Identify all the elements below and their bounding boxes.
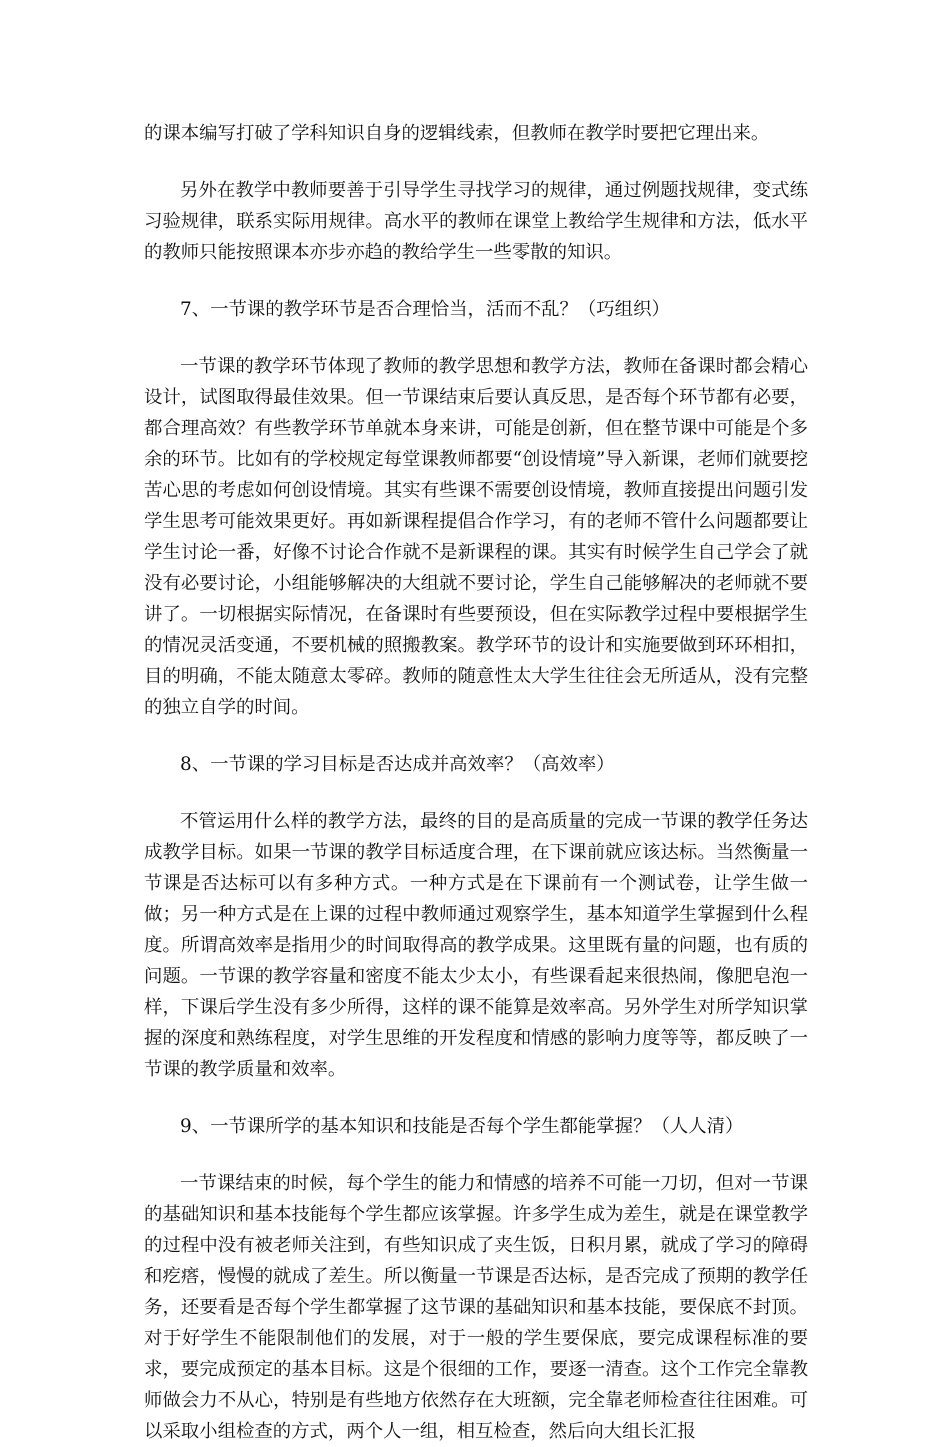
paragraph-gap [144,325,808,351]
paragraph-gap [144,780,808,806]
paragraph-section-8: 不管运用什么样的教学方法，最终的目的是高质量的完成一节课的教学任务达成教学目标。如果一节课的教学目标适度合理，在下课前就应该达标。当然衡量一节课是否达标可以有多种方式。一种方式是在下课前有一个测试卷，让学生做一做；另一种方式是在上课的过程中教师通过观察学生，基本知道学生掌握到什么程度。所谓高效率是指用少的时间取得高的教学成果。这里既有量的问题，也有质的问题。一节课的教学容量和密度不能太少太小，有些课看起来很热闹，像肥皂泡一样，下课后学生没有多少所得，这样的课不能算是效率高。另外学生对所学知识掌握的深度和熟练程度，对学生思维的开发程度和情感的影响力度等等，都反映了一节课的教学质量和效率。 [144,811,808,1080]
section-heading-9: 9、一节课所学的基本知识和技能是否每个学生都能掌握？（人人清） [180,1116,744,1137]
paragraph-section-7: 一节课的教学环节体现了教师的教学思想和教学方法，教师在备课时都会精心设计，试图取得最佳效果。但一节课结束后要认真反思，是否每个环节都有必要，都合理高效？有些教学环节单就本身来讲，可能是创新，但在整节课中可能是个多余的环节。比如有的学校规定每堂课教师都要“创设情境”导入新课，老师们就要挖苦心思的考虑如何创设情境。其实有些课不需要创设情境，教师直接提出问题引发学生思考可能效果更好。再如新课程提倡合作学习，有的老师不管什么问题都要让学生讨论一番，好像不讨论合作就不是新课程的课。其实有时候学生自己学会了就没有必要讨论，小组能够解决的大组就不要讨论，学生自己能够解决的老师就不要讲了。一切根据实际情况，在备课时有些要预设，但在实际教学过程中要根据学生的情况灵活变通，不要机械的照搬教案。教学环节的设计和实施要做到环环相扣，目的明确，不能太随意太零碎。教师的随意性太大学生往往会无所适从，没有完整的独立自学的时间。 [144,356,808,718]
paragraph-section-9: 一节课结束的时候，每个学生的能力和情感的培养不可能一刀切，但对一节课的基础知识和基本技能每个学生都应该掌握。许多学生成为差生，就是在课堂教学的过程中没有被老师关注到，有些知识成了夹生饭，日积月累，就成了学习的障碍和疙瘩，慢慢的就成了差生。所以衡量一节课是否达标，是否完成了预期的教学任务，还要看是否每个学生都掌握了这节课的基础知识和基本技能，要保底不封顶。对于好学生不能限制他们的发展，对于一般的学生要保底，要完成课程标准的要求，要完成预定的基本目标。这是个很细的工作，要逐一清查。这个工作完全靠教师做会力不从心，特别是有些地方依然存在大班额，完全靠老师检查往往困难。可以采取小组检查的方式，两个人一组，相互检查，然后向大组长汇报 [144,1173,808,1442]
section-heading-7: 7、一节课的教学环节是否合理恰当，活而不乱？（巧组织） [180,299,670,320]
paragraph-rules: 另外在教学中教师要善于引导学生寻找学习的规律，通过例题找规律，变式练习验规律，联系实际用规律。高水平的教师在课堂上教给学生规律和方法，低水平的教师只能按照课本亦步亦趋的教给学生一些零散的知识。 [144,180,808,263]
paragraph-continuation: 的课本编写打破了学科知识自身的逻辑线索，但教师在教学时要把它理出来。 [144,123,770,144]
paragraph-gap [144,723,808,749]
paragraph-gap [144,1085,808,1111]
section-heading-8: 8、一节课的学习目标是否达成并高效率？（高效率） [180,754,615,775]
paragraph-gap [144,149,808,175]
paragraph-gap [144,268,808,294]
paragraph-gap [144,1142,808,1168]
document-page [144,118,808,1447]
